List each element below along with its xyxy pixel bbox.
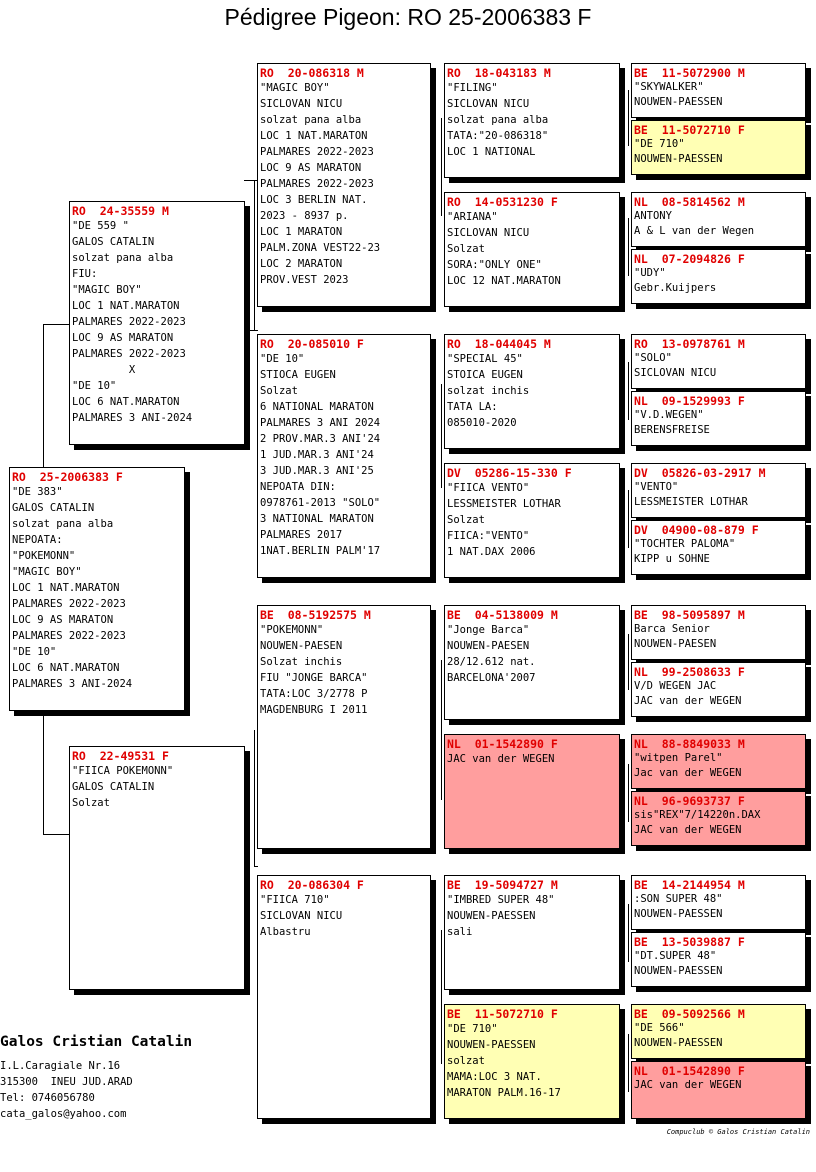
connector-line — [628, 904, 629, 962]
ring-id: RO 18-044045 M — [447, 337, 551, 351]
ring-id: DV 05826-03-2917 M — [634, 466, 766, 480]
card-line: LOC 6 NAT.MARATON — [72, 396, 180, 408]
ring-id: RO 18-043183 M — [447, 66, 551, 80]
pigeon-card-gen5[interactable] — [631, 875, 806, 930]
card-line: LOC 1 MARATON — [260, 226, 343, 238]
pigeon-card-gen5[interactable] — [631, 605, 806, 660]
ring-id: DV 04900-08-879 F — [634, 523, 759, 537]
card-line: LOC 9 AS MARATON — [12, 614, 114, 626]
card-line: X — [72, 364, 136, 376]
connector-line — [628, 362, 629, 420]
connector-line — [628, 1034, 629, 1092]
card-line: NOUWEN-PAESSEN — [634, 153, 723, 165]
pigeon-card-gen4[interactable] — [444, 192, 620, 307]
card-line: TATA LA: — [447, 401, 498, 413]
card-line: NOUWEN-PAESEN — [634, 638, 717, 650]
pigeon-card-gen5[interactable] — [631, 120, 806, 175]
pigeon-card-dam[interactable] — [69, 746, 245, 990]
card-line: "SOLO" — [634, 352, 672, 364]
card-line: SICLOVAN NICU — [447, 227, 530, 239]
card-line: solzat — [447, 1055, 485, 1067]
ring-id: BE 98-5095897 M — [634, 608, 745, 622]
ring-id: BE 09-5092566 M — [634, 1007, 745, 1021]
card-line: LOC 1 NAT.MARATON — [260, 130, 368, 142]
card-line: PALMARES 3 ANI 2024 — [260, 417, 381, 429]
card-line: Albastru — [260, 926, 311, 938]
card-line: MARATON PALM.16-17 — [447, 1087, 561, 1099]
card-line: "POKEMONN" — [260, 624, 324, 636]
card-line: solzat pana alba — [260, 114, 362, 126]
card-line: LOC 12 NAT.MARATON — [447, 275, 561, 287]
connector-line — [628, 218, 629, 276]
connector-line — [43, 710, 44, 834]
card-line: "MAGIC BOY" — [12, 566, 82, 578]
ring-id: RO 20-085010 F — [260, 337, 364, 351]
card-line: PALMARES 2022-2023 — [12, 630, 126, 642]
card-line: SICLOVAN NICU — [634, 367, 717, 379]
card-line: Solzat — [447, 243, 485, 255]
card-line: GALOS CATALIN — [72, 781, 155, 793]
card-line: PALMARES 2022-2023 — [72, 348, 186, 360]
ring-id: NL 01-1542890 F — [634, 1064, 745, 1078]
credit-footer: Compuclub © Galos Cristian Catalin — [666, 1128, 810, 1136]
card-line: STOICA EUGEN — [447, 369, 523, 381]
pigeon-card-subject[interactable] — [9, 467, 185, 711]
card-line: 3 NATIONAL MARATON — [260, 513, 374, 525]
card-line: 6 NATIONAL MARATON — [260, 401, 374, 413]
card-line: FIICA:"VENTO" — [447, 530, 530, 542]
card-line: FIU: — [72, 268, 98, 280]
card-line: "MAGIC BOY" — [72, 284, 142, 296]
card-line: "DE 383" — [12, 486, 63, 498]
card-line: "UDY" — [634, 267, 666, 279]
ring-id: RO 25-2006383 F — [12, 470, 123, 484]
pigeon-card-gen4[interactable] — [444, 63, 620, 178]
pigeon-card-gen3[interactable] — [257, 875, 431, 1119]
card-line: NEPOATA DIN: — [260, 481, 336, 493]
page-title: Pédigree Pigeon: RO 25-2006383 F — [224, 4, 592, 30]
card-line: LOC 9 AS MARATON — [260, 162, 362, 174]
pigeon-card-gen5[interactable] — [631, 932, 806, 987]
card-line: "V.D.WEGEN" — [634, 409, 704, 421]
pigeon-card-gen4[interactable] — [444, 463, 620, 578]
card-line: "SPECIAL 45" — [447, 353, 523, 365]
card-line: JAC van der WEGEN — [634, 824, 742, 836]
pigeon-card-gen5[interactable] — [631, 662, 806, 717]
card-line: PALMARES 2022-2023 — [260, 178, 374, 190]
pigeon-card-gen3[interactable] — [257, 605, 431, 849]
card-line: MAGDENBURG I 2011 — [260, 704, 368, 716]
card-line: SICLOVAN NICU — [260, 98, 343, 110]
card-line: "DE 559 " — [72, 220, 129, 232]
card-line: sis"REX"7/14220n.DAX — [634, 809, 761, 821]
card-line: "TOCHTER PALOMA" — [634, 538, 736, 550]
card-line: "DE 710" — [447, 1023, 498, 1035]
card-line: 1NAT.BERLIN PALM'17 — [260, 545, 381, 557]
connector-line — [628, 764, 629, 822]
card-line: JAC van der WEGEN — [447, 753, 555, 765]
card-line: "DT.SUPER 48" — [634, 950, 717, 962]
pigeon-card-gen4[interactable] — [444, 734, 620, 849]
ring-id: NL 09-1529993 F — [634, 394, 745, 408]
connector-line — [244, 180, 258, 181]
pigeon-card-gen5[interactable] — [631, 334, 806, 389]
card-line: LOC 1 NAT.MARATON — [12, 582, 120, 594]
card-line: "DE 566" — [634, 1022, 685, 1034]
card-line: SICLOVAN NICU — [260, 910, 343, 922]
pigeon-card-gen5[interactable] — [631, 1061, 806, 1119]
card-line: NOUWEN-PAESSEN — [634, 908, 723, 920]
card-line: Jac van der WEGEN — [634, 767, 742, 779]
connector-line — [628, 490, 629, 548]
ring-id: RO 13-0978761 M — [634, 337, 745, 351]
card-line: FIU "JONGE BARCA" — [260, 672, 368, 684]
pigeon-card-sire[interactable] — [69, 201, 245, 445]
connector-line — [441, 118, 442, 216]
pigeon-card-gen4[interactable] — [444, 1004, 620, 1119]
connector-line — [441, 660, 442, 800]
card-line: "POKEMONN" — [12, 550, 76, 562]
card-line: LESSMEISTER LOTHAR — [634, 496, 748, 508]
card-line: "FIICA VENTO" — [447, 482, 530, 494]
card-line: STIOCA EUGEN — [260, 369, 336, 381]
ring-id: BE 14-2144954 M — [634, 878, 745, 892]
card-line: :SON SUPER 48" — [634, 893, 723, 905]
card-line: 28/12.612 nat. — [447, 656, 536, 668]
card-line: sali — [447, 926, 473, 938]
pigeon-card-gen5[interactable] — [631, 249, 806, 304]
card-line: JAC van der WEGEN — [634, 1079, 742, 1091]
card-line: JAC van der WEGEN — [634, 695, 742, 707]
ring-id: RO 20-086304 F — [260, 878, 364, 892]
ring-id: BE 08-5192575 M — [260, 608, 371, 622]
ring-id: NL 08-5814562 M — [634, 195, 745, 209]
card-line: PALM.ZONA VEST22-23 — [260, 242, 381, 254]
card-line: "MAGIC BOY" — [260, 82, 330, 94]
card-line: 1 JUD.MAR.3 ANI'24 — [260, 449, 374, 461]
card-line: SORA:"ONLY ONE" — [447, 259, 542, 271]
card-line: SICLOVAN NICU — [447, 98, 530, 110]
ring-id: BE 11-5072710 F — [447, 1007, 558, 1021]
card-line: PROV.VEST 2023 — [260, 274, 349, 286]
card-line: 3 JUD.MAR.3 ANI'25 — [260, 465, 374, 477]
card-line: KIPP u SOHNE — [634, 553, 710, 565]
card-line: NOUWEN-PAESSEN — [634, 965, 723, 977]
connector-line — [441, 384, 442, 488]
owner-address: I.L.Caragiale Nr.16 — [0, 1060, 121, 1072]
card-line: NOUWEN-PAESSEN — [634, 96, 723, 108]
card-line: solzat pana alba — [12, 518, 114, 530]
pigeon-card-gen3[interactable] — [257, 63, 431, 307]
pigeon-card-gen4[interactable] — [444, 605, 620, 720]
card-line: LOC 1 NATIONAL — [447, 146, 536, 158]
connector-line — [254, 866, 258, 867]
ring-id: RO 14-0531230 F — [447, 195, 558, 209]
pigeon-card-gen5[interactable] — [631, 791, 806, 846]
card-line: solzat pana alba — [447, 114, 549, 126]
pigeon-card-gen5[interactable] — [631, 1004, 806, 1059]
card-line: LOC 2 MARATON — [260, 258, 343, 270]
card-line: "FIICA 710" — [260, 894, 330, 906]
pigeon-card-gen5[interactable] — [631, 463, 806, 518]
card-line: "FILING" — [447, 82, 498, 94]
card-line: Solzat — [260, 385, 298, 397]
pigeon-card-gen5[interactable] — [631, 192, 806, 247]
card-line: solzat pana alba — [72, 252, 174, 264]
card-line: Solzat — [447, 514, 485, 526]
pigeon-card-gen5[interactable] — [631, 63, 806, 118]
owner-email: cata_galos@yahoo.com — [0, 1108, 127, 1120]
card-line: 2023 - 8937 p. — [260, 210, 349, 222]
ring-id: BE 11-5072710 F — [634, 123, 745, 137]
connector-line — [43, 834, 70, 835]
card-line: Gebr.Kuijpers — [634, 282, 717, 294]
card-line: 2 PROV.MAR.3 ANI'24 — [260, 433, 381, 445]
card-line: TATA:"20-086318" — [447, 130, 549, 142]
card-line: "SKYWALKER" — [634, 81, 704, 93]
ring-id: RO 20-086318 M — [260, 66, 364, 80]
pigeon-card-gen5[interactable] — [631, 734, 806, 789]
card-line: PALMARES 2022-2023 — [12, 598, 126, 610]
card-line: "DE 10" — [12, 646, 57, 658]
connector-line — [43, 324, 70, 325]
card-line: solzat inchis — [447, 385, 530, 397]
connector-line — [254, 730, 255, 866]
card-line: NEPOATA: — [12, 534, 63, 546]
card-line: PALMARES 3 ANI-2024 — [12, 678, 133, 690]
ring-id: BE 19-5094727 M — [447, 878, 558, 892]
card-line: GALOS CATALIN — [12, 502, 95, 514]
card-line: NOUWEN-PAESSEN — [634, 1037, 723, 1049]
card-line: "DE 10" — [72, 380, 117, 392]
owner-phone: Tel: 0746056780 — [0, 1092, 95, 1104]
card-line: V/D WEGEN JAC — [634, 680, 717, 692]
card-line: LOC 6 NAT.MARATON — [12, 662, 120, 674]
pigeon-card-gen4[interactable] — [444, 334, 620, 449]
card-line: NOUWEN-PAESSEN — [447, 1039, 536, 1051]
card-line: PALMARES 2017 — [260, 529, 343, 541]
card-line: 085010-2020 — [447, 417, 517, 429]
card-line: "witpen Parel" — [634, 752, 723, 764]
card-line: NOUWEN-PAESEN — [447, 640, 530, 652]
card-line: A & L van der Wegen — [634, 225, 755, 237]
card-line: "Jonge Barca" — [447, 624, 530, 636]
ring-id: DV 05286-15-330 F — [447, 466, 572, 480]
pigeon-card-gen5[interactable] — [631, 520, 806, 575]
card-line: BARCELONA'2007 — [447, 672, 536, 684]
card-line: LOC 9 AS MARATON — [72, 332, 174, 344]
card-line: PALMARES 3 ANI-2024 — [72, 412, 193, 424]
owner-name: Galos Cristian Catalin — [0, 1034, 193, 1050]
card-line: TATA:LOC 3/2778 P — [260, 688, 368, 700]
card-line: GALOS CATALIN — [72, 236, 155, 248]
ring-id: NL 07-2094826 F — [634, 252, 745, 266]
connector-line — [43, 324, 44, 468]
connector-line — [244, 330, 258, 331]
connector-line — [254, 180, 255, 330]
ring-id: NL 88-8849033 M — [634, 737, 745, 751]
ring-id: RO 24-35559 M — [72, 204, 169, 218]
card-line: PALMARES 2022-2023 — [260, 146, 374, 158]
ring-id: RO 22-49531 F — [72, 749, 169, 763]
card-line: LOC 3 BERLIN NAT. — [260, 194, 368, 206]
card-line: ANTONY — [634, 210, 672, 222]
pigeon-card-gen5[interactable] — [631, 391, 806, 446]
pigeon-card-gen3[interactable] — [257, 334, 431, 578]
card-line: "DE 710" — [634, 138, 685, 150]
card-line: Solzat — [72, 797, 110, 809]
card-line: "ARIANA" — [447, 211, 498, 223]
ring-id: NL 96-9693737 F — [634, 794, 745, 808]
card-line: BERENSFREISE — [634, 424, 710, 436]
ring-id: BE 11-5072900 M — [634, 66, 745, 80]
card-line: NOUWEN-PAESEN — [260, 640, 343, 652]
card-line: Barca Senior — [634, 623, 710, 635]
card-line: 1 NAT.DAX 2006 — [447, 546, 536, 558]
card-line: Solzat inchis — [260, 656, 343, 668]
ring-id: BE 04-5138009 M — [447, 608, 558, 622]
ring-id: NL 99-2508633 F — [634, 665, 745, 679]
card-line: PALMARES 2022-2023 — [72, 316, 186, 328]
card-line: 0978761-2013 "SOLO" — [260, 497, 381, 509]
card-line: MAMA:LOC 3 NAT. — [447, 1071, 542, 1083]
connector-line — [628, 90, 629, 146]
ring-id: BE 13-5039887 F — [634, 935, 745, 949]
card-line: LESSMEISTER LOTHAR — [447, 498, 561, 510]
card-line: "DE 10" — [260, 353, 305, 365]
card-line: "IMBRED SUPER 48" — [447, 894, 555, 906]
card-line: "VENTO" — [634, 481, 679, 493]
card-line: LOC 1 NAT.MARATON — [72, 300, 180, 312]
ring-id: NL 01-1542890 F — [447, 737, 558, 751]
card-line: NOUWEN-PAESSEN — [447, 910, 536, 922]
card-line: "FIICA POKEMONN" — [72, 765, 174, 777]
connector-line — [441, 930, 442, 1064]
owner-city: 315300 INEU JUD.ARAD — [0, 1076, 133, 1088]
pigeon-card-gen4[interactable] — [444, 875, 620, 990]
connector-line — [628, 634, 629, 690]
